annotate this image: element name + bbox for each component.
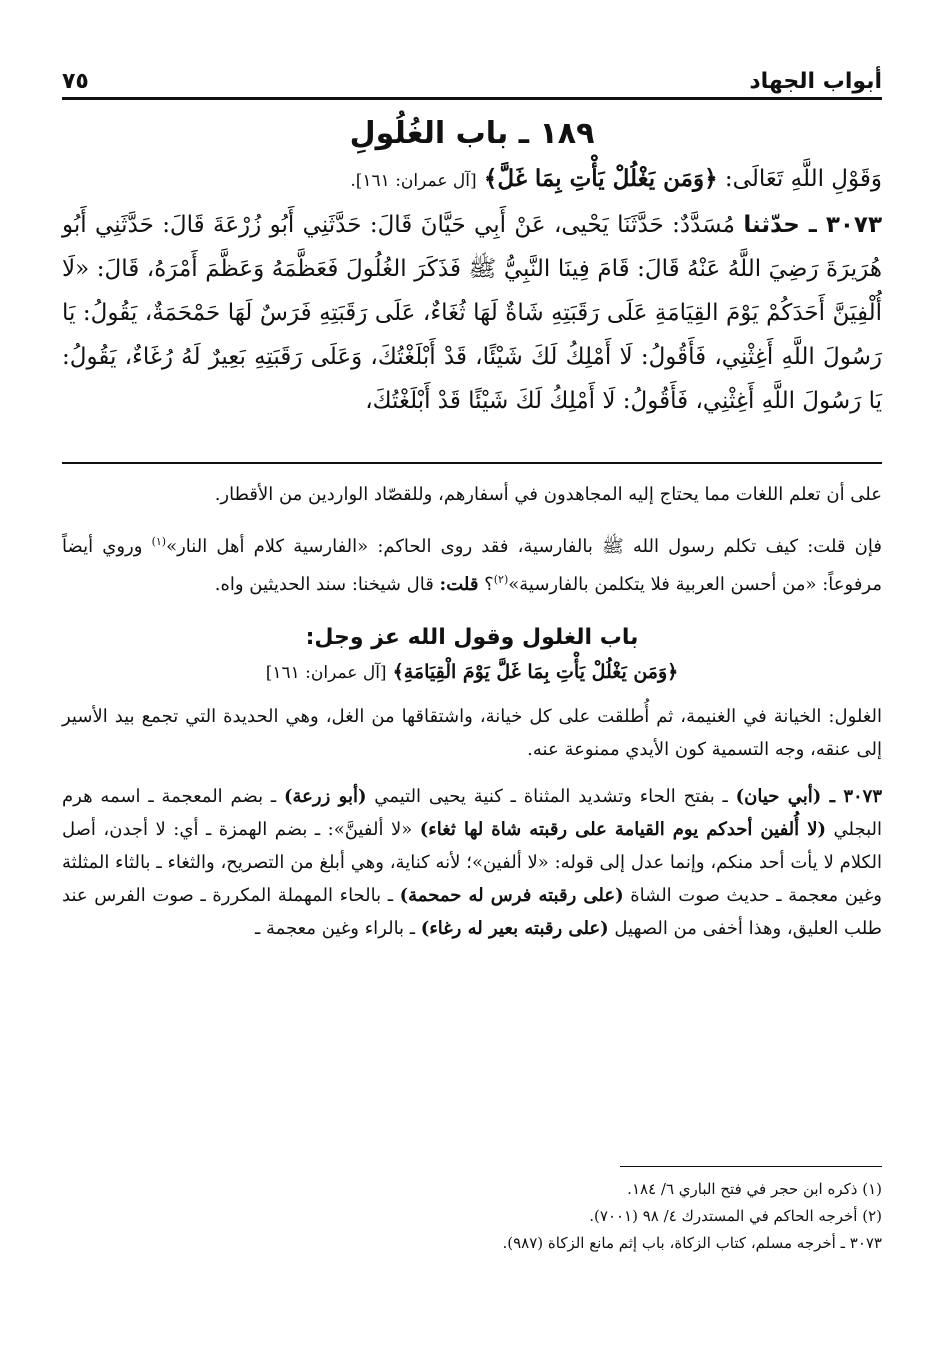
text-run: قال شيخنا: سند الحديثين واه.	[214, 574, 440, 595]
commentary-paragraph	[62, 525, 882, 601]
footnote-marker: (٢)	[493, 573, 509, 586]
verse-reference: [آل عمران: ١٦١].	[350, 171, 477, 191]
footnote: ٣٠٧٣ ـ أخرجه مسلم، كتاب الزكاة، باب إثم مانع الزكاة (٩٨٧).	[502, 1234, 882, 1252]
commentary-paragraph: الغلول: الخيانة في الغنيمة، ثم أُطلقت على كل خيانة، واشتقاقها من الغل، وهي الحديدة التي تجمع بيد الأسير إلى عنقه، وجه التسمية كون الأيدي ممنوعة عنه.	[62, 706, 882, 760]
hadith-number: ٣٠٧٣ ـ حدّثنا	[743, 212, 883, 238]
text-run: «لا ألفينَّ»: ـ بضم الهمزة ـ أي: لا أجدن، أصل الكلام لا يأت أحد منكم، وإنما عدل إلى قوله: «لا ألفين»؛ لأنه كناية، وهي أبلغ من التصريح، والثغاء ـ بالثاء المثلثة وغين معجمة ـ حديث صوت الشاة	[62, 819, 882, 906]
text-run: ـ بضم المعجمة ـ اسمه هرم البجلي	[62, 786, 883, 840]
commentary-paragraph: على أن تعلم اللغات مما يحتاج إليه المجاهدون في أسفارهم، وللقصّاد الواردين من الأقطار.	[214, 484, 882, 505]
verse-intro: وَقَوْلِ اللَّهِ تَعَالَى:	[724, 166, 882, 192]
section-verse	[62, 656, 882, 690]
commentary	[62, 478, 882, 959]
running-title: أبواب الجهاد	[749, 69, 882, 94]
quran-verse: ﴿وَمَن يَغْلُلْ يَأْتِ بِمَا غَلَّ يَوْمَ الْقِيَامَةِ﴾	[392, 661, 679, 683]
footnote-marker: (١)	[151, 535, 167, 548]
footnotes	[62, 1176, 882, 1257]
text-run: ـ بفتح الحاء وتشديد المثناة ـ كنية يحيى التيمي	[366, 786, 736, 807]
footnote-rule	[620, 1166, 882, 1167]
text-run: وروي أيضاً مرفوعاً: «من أحسن العربية فلا يتكلمن بالفارسية»	[62, 536, 882, 595]
verse-reference: [آل عمران: ١٦١]	[265, 663, 387, 683]
commentary-paragraph	[62, 780, 882, 945]
text-run: ؟	[478, 574, 494, 595]
page-header	[62, 58, 882, 94]
hadith-text-block	[62, 203, 882, 423]
text-run: ـ بالحاء المهملة المكررة ـ صوت الفرس عند طلب العليق، وهذا أخفى من الصهيل	[62, 885, 882, 939]
quoted-phrase: (على رقبته بعير له رغاء)	[420, 918, 609, 939]
footnote: (٢) أخرجه الحاكم في المستدرك ٤/ ٩٨ (٧٠٠١).	[589, 1207, 882, 1225]
qult-label: قلت:	[439, 574, 479, 595]
quoted-phrase: (أبو زرعة)	[284, 786, 367, 807]
section-heading: باب الغلول وقول الله عز وجل:	[305, 625, 639, 650]
page-number: ٧٥	[62, 69, 89, 94]
quoted-phrase: (أبي حيان)	[735, 786, 822, 807]
text-run: ـ بالراء وغين معجمة ـ	[255, 918, 421, 939]
quoted-phrase: (لا أُلفين أحدكم يوم القيامة على رقبته شاة لها ثغاء)	[419, 819, 826, 840]
header-rule	[62, 97, 882, 100]
quoted-phrase: (على رقبته فرس له حمحمة)	[399, 885, 624, 906]
chapter-title: ١٨٩ ـ باب الغُلُولِ	[349, 116, 595, 151]
main-text	[62, 110, 882, 423]
hadith-text: مُسَدَّدٌ: حَدَّثَنَا يَحْيى، عَنْ أَبِي حَيَّانَ قَالَ: حَدَّثَنِي أَبُو زُرْعَةَ قَالَ: حَدَّثَنِي أَبُو هُرَيرَةَ رَضِيَ اللَّهُ عَنْهُ قَالَ: قَامَ فِينَا النَّبِيُّ ﷺ فَذَكَرَ الغُلُولَ فَعَظَّمَهُ وَعَظَّمَ أَمْرَهُ، قَالَ: «لَا أُلْفِيَنَّ أَحَدَكُمْ يَوْمَ القِيَامَةِ عَلَى رَقَبَتِهِ شَاةٌ لَهَا ثُغَاءٌ، عَلَى رَقَبَتِهِ فَرَسٌ لَهَا حَمْحَمَةٌ، يَقُولُ: يَا رَسُولَ اللَّهِ أَغِثْنِي، فَأَقُولُ: لَا أَمْلِكُ لَكَ شَيْئًا، قَدْ أَبْلَغْتُكَ، وَعَلَى رَقَبَتِهِ بَعِيرٌ لَهُ رُغَاءٌ، يَقُولُ: يَا رَسُولَ اللَّهِ أَغِثْنِي، فَأَقُولُ: لَا أَمْلِكُ لَكَ شَيْئًا قَدْ أَبْلَغْتُكَ،	[62, 212, 882, 414]
section-divider	[62, 462, 882, 464]
hadith-number: ٣٠٧٣ ـ	[821, 786, 882, 807]
text-run: فإن قلت: كيف تكلم رسول الله ﷺ بالفارسية، فقد روى الحاكم: «الفارسية كلام أهل النار»	[166, 536, 882, 557]
quran-verse: ﴿وَمَن يَغْلُلْ يَأْتِ بِمَا غَلَّ﴾	[483, 165, 718, 192]
footnote: (١) ذكره ابن حجر في فتح الباري ٦/ ١٨٤.	[627, 1180, 882, 1198]
verse-line	[62, 159, 882, 201]
